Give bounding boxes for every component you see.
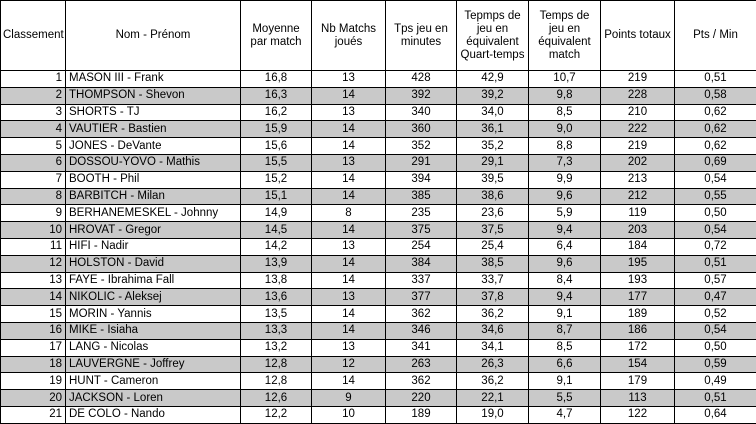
cell-avg: 14,5 (241, 222, 312, 239)
cell-name: LAUVERGNE - Joffrey (66, 356, 241, 373)
cell-quarters: 34,1 (457, 339, 529, 356)
header-quarters: Tepmps de jeu en équivalent Quart-temps (457, 1, 529, 71)
cell-minutes: 263 (386, 356, 457, 373)
cell-minutes: 394 (386, 171, 457, 188)
cell-games: 14 (312, 222, 386, 239)
cell-games: 14 (312, 322, 386, 339)
cell-points: 119 (601, 205, 675, 222)
cell-points: 222 (601, 121, 675, 138)
cell-points: 228 (601, 87, 675, 104)
cell-points: 179 (601, 373, 675, 390)
cell-match-eq: 8,7 (529, 322, 601, 339)
header-name: Nom - Prénom (66, 1, 241, 71)
cell-minutes: 291 (386, 154, 457, 171)
cell-match-eq: 9,8 (529, 87, 601, 104)
cell-games: 14 (312, 255, 386, 272)
cell-match-eq: 9,6 (529, 188, 601, 205)
cell-avg: 13,2 (241, 339, 312, 356)
header-games: Nb Matchs joués (312, 1, 386, 71)
cell-name: VAUTIER - Bastien (66, 121, 241, 138)
cell-points: 172 (601, 339, 675, 356)
table-row (1, 121, 756, 138)
cell-games: 14 (312, 138, 386, 155)
cell-points: 186 (601, 322, 675, 339)
cell-name: LANG - Nicolas (66, 339, 241, 356)
cell-name: JACKSON - Loren (66, 390, 241, 407)
cell-points: 113 (601, 390, 675, 407)
cell-avg: 16,8 (241, 71, 312, 88)
cell-quarters: 37,8 (457, 289, 529, 306)
cell-quarters: 36,2 (457, 373, 529, 390)
cell-games: 14 (312, 306, 386, 323)
cell-quarters: 39,2 (457, 87, 529, 104)
cell-avg: 13,5 (241, 306, 312, 323)
table-row (1, 188, 756, 205)
cell-ppm: 0,50 (675, 339, 756, 356)
cell-match-eq: 9,9 (529, 171, 601, 188)
cell-ppm: 0,54 (675, 322, 756, 339)
cell-games: 12 (312, 356, 386, 373)
cell-ppm: 0,52 (675, 306, 756, 323)
cell-ppm: 0,54 (675, 171, 756, 188)
cell-quarters: 38,6 (457, 188, 529, 205)
cell-ppm: 0,64 (675, 406, 756, 423)
cell-rank: 19 (1, 373, 66, 390)
cell-points: 210 (601, 104, 675, 121)
cell-minutes: 189 (386, 406, 457, 423)
cell-match-eq: 9,6 (529, 255, 601, 272)
cell-avg: 12,2 (241, 406, 312, 423)
cell-points: 213 (601, 171, 675, 188)
cell-avg: 12,8 (241, 373, 312, 390)
cell-points: 177 (601, 289, 675, 306)
cell-avg: 13,8 (241, 272, 312, 289)
cell-match-eq: 4,7 (529, 406, 601, 423)
cell-ppm: 0,57 (675, 272, 756, 289)
cell-minutes: 362 (386, 373, 457, 390)
table-row (1, 171, 756, 188)
cell-minutes: 346 (386, 322, 457, 339)
cell-rank: 20 (1, 390, 66, 407)
cell-rank: 13 (1, 272, 66, 289)
cell-quarters: 37,5 (457, 222, 529, 239)
cell-name: MORIN - Yannis (66, 306, 241, 323)
cell-games: 14 (312, 373, 386, 390)
table-row (1, 339, 756, 356)
cell-ppm: 0,51 (675, 255, 756, 272)
table-body (1, 71, 756, 424)
cell-points: 195 (601, 255, 675, 272)
header-match-eq: Temps de jeu en équivalent match (529, 1, 601, 71)
table-row (1, 238, 756, 255)
cell-match-eq: 7,3 (529, 154, 601, 171)
cell-points: 212 (601, 188, 675, 205)
cell-games: 14 (312, 171, 386, 188)
cell-games: 13 (312, 238, 386, 255)
cell-name: DOSSOU-YOVO - Mathis (66, 154, 241, 171)
cell-points: 184 (601, 238, 675, 255)
cell-avg: 16,2 (241, 104, 312, 121)
cell-quarters: 39,5 (457, 171, 529, 188)
table-row (1, 71, 756, 88)
cell-minutes: 375 (386, 222, 457, 239)
cell-match-eq: 6,6 (529, 356, 601, 373)
cell-name: MASON III - Frank (66, 71, 241, 88)
cell-minutes: 352 (386, 138, 457, 155)
cell-name: BARBITCH - Milan (66, 188, 241, 205)
cell-match-eq: 8,8 (529, 138, 601, 155)
cell-quarters: 29,1 (457, 154, 529, 171)
cell-quarters: 35,2 (457, 138, 529, 155)
cell-name: BERHANEMESKEL - Johnny (66, 205, 241, 222)
cell-ppm: 0,69 (675, 154, 756, 171)
cell-rank: 4 (1, 121, 66, 138)
cell-rank: 14 (1, 289, 66, 306)
cell-points: 202 (601, 154, 675, 171)
cell-minutes: 392 (386, 87, 457, 104)
cell-minutes: 385 (386, 188, 457, 205)
cell-match-eq: 10,7 (529, 71, 601, 88)
table-row (1, 356, 756, 373)
cell-rank: 18 (1, 356, 66, 373)
cell-minutes: 337 (386, 272, 457, 289)
table-row (1, 87, 756, 104)
cell-quarters: 23,6 (457, 205, 529, 222)
cell-match-eq: 6,4 (529, 238, 601, 255)
cell-name: DE COLO - Nando (66, 406, 241, 423)
header-minutes: Tps jeu en minutes (386, 1, 457, 71)
cell-rank: 21 (1, 406, 66, 423)
cell-match-eq: 9,1 (529, 373, 601, 390)
cell-points: 203 (601, 222, 675, 239)
cell-name: NIKOLIC - Aleksej (66, 289, 241, 306)
cell-quarters: 34,0 (457, 104, 529, 121)
cell-minutes: 340 (386, 104, 457, 121)
cell-ppm: 0,49 (675, 373, 756, 390)
cell-quarters: 36,1 (457, 121, 529, 138)
cell-quarters: 42,9 (457, 71, 529, 88)
cell-rank: 12 (1, 255, 66, 272)
cell-match-eq: 9,4 (529, 222, 601, 239)
cell-minutes: 428 (386, 71, 457, 88)
cell-name: SHORTS - TJ (66, 104, 241, 121)
cell-rank: 7 (1, 171, 66, 188)
cell-points: 189 (601, 306, 675, 323)
cell-minutes: 384 (386, 255, 457, 272)
cell-avg: 16,3 (241, 87, 312, 104)
cell-minutes: 360 (386, 121, 457, 138)
cell-rank: 10 (1, 222, 66, 239)
cell-ppm: 0,62 (675, 121, 756, 138)
cell-ppm: 0,72 (675, 238, 756, 255)
cell-games: 14 (312, 87, 386, 104)
cell-match-eq: 5,9 (529, 205, 601, 222)
cell-points: 122 (601, 406, 675, 423)
table-row (1, 406, 756, 423)
cell-minutes: 220 (386, 390, 457, 407)
cell-ppm: 0,51 (675, 71, 756, 88)
cell-games: 14 (312, 121, 386, 138)
cell-rank: 6 (1, 154, 66, 171)
cell-match-eq: 8,5 (529, 339, 601, 356)
cell-quarters: 38,5 (457, 255, 529, 272)
table-row (1, 138, 756, 155)
cell-match-eq: 8,4 (529, 272, 601, 289)
cell-ppm: 0,54 (675, 222, 756, 239)
cell-points: 219 (601, 71, 675, 88)
cell-points: 193 (601, 272, 675, 289)
cell-quarters: 36,2 (457, 306, 529, 323)
cell-ppm: 0,59 (675, 356, 756, 373)
cell-minutes: 341 (386, 339, 457, 356)
table-row (1, 306, 756, 323)
cell-match-eq: 9,1 (529, 306, 601, 323)
cell-match-eq: 9,4 (529, 289, 601, 306)
cell-rank: 17 (1, 339, 66, 356)
cell-rank: 3 (1, 104, 66, 121)
cell-ppm: 0,55 (675, 188, 756, 205)
cell-match-eq: 8,5 (529, 104, 601, 121)
table-row (1, 390, 756, 407)
cell-quarters: 25,4 (457, 238, 529, 255)
cell-avg: 14,2 (241, 238, 312, 255)
cell-games: 13 (312, 71, 386, 88)
cell-games: 10 (312, 406, 386, 423)
cell-points: 219 (601, 138, 675, 155)
header-rank: Classement (1, 1, 66, 71)
cell-minutes: 254 (386, 238, 457, 255)
cell-quarters: 19,0 (457, 406, 529, 423)
cell-games: 13 (312, 289, 386, 306)
cell-name: HOLSTON - David (66, 255, 241, 272)
cell-rank: 1 (1, 71, 66, 88)
cell-match-eq: 9,0 (529, 121, 601, 138)
header-avg: Moyenne par match (241, 1, 312, 71)
cell-avg: 15,2 (241, 171, 312, 188)
cell-points: 154 (601, 356, 675, 373)
cell-avg: 14,9 (241, 205, 312, 222)
cell-minutes: 362 (386, 306, 457, 323)
cell-ppm: 0,47 (675, 289, 756, 306)
cell-games: 13 (312, 339, 386, 356)
cell-games: 13 (312, 154, 386, 171)
cell-rank: 11 (1, 238, 66, 255)
cell-avg: 15,5 (241, 154, 312, 171)
table-row (1, 205, 756, 222)
table-row (1, 373, 756, 390)
cell-avg: 15,1 (241, 188, 312, 205)
cell-ppm: 0,58 (675, 87, 756, 104)
cell-avg: 15,9 (241, 121, 312, 138)
cell-name: HROVAT - Gregor (66, 222, 241, 239)
cell-games: 8 (312, 205, 386, 222)
cell-name: FAYE - Ibrahima Fall (66, 272, 241, 289)
cell-ppm: 0,62 (675, 104, 756, 121)
cell-rank: 8 (1, 188, 66, 205)
cell-minutes: 377 (386, 289, 457, 306)
cell-name: HIFI - Nadir (66, 238, 241, 255)
table-row (1, 272, 756, 289)
cell-rank: 9 (1, 205, 66, 222)
cell-name: HUNT - Cameron (66, 373, 241, 390)
cell-avg: 12,6 (241, 390, 312, 407)
header-points: Points totaux (601, 1, 675, 71)
table-row (1, 104, 756, 121)
cell-avg: 15,6 (241, 138, 312, 155)
cell-name: MIKE - Isiaha (66, 322, 241, 339)
cell-name: THOMPSON - Shevon (66, 87, 241, 104)
cell-games: 13 (312, 104, 386, 121)
cell-rank: 15 (1, 306, 66, 323)
cell-rank: 16 (1, 322, 66, 339)
cell-quarters: 34,6 (457, 322, 529, 339)
cell-quarters: 22,1 (457, 390, 529, 407)
cell-avg: 13,3 (241, 322, 312, 339)
cell-games: 9 (312, 390, 386, 407)
cell-ppm: 0,50 (675, 205, 756, 222)
cell-ppm: 0,62 (675, 138, 756, 155)
header-row (1, 1, 756, 71)
cell-rank: 5 (1, 138, 66, 155)
table-row (1, 255, 756, 272)
table-row (1, 154, 756, 171)
cell-rank: 2 (1, 87, 66, 104)
header-ppm: Pts / Min (675, 1, 756, 71)
table-row (1, 322, 756, 339)
cell-ppm: 0,51 (675, 390, 756, 407)
table-row (1, 289, 756, 306)
cell-games: 14 (312, 272, 386, 289)
cell-name: JONES - DeVante (66, 138, 241, 155)
cell-match-eq: 5,5 (529, 390, 601, 407)
cell-quarters: 26,3 (457, 356, 529, 373)
cell-minutes: 235 (386, 205, 457, 222)
cell-avg: 13,9 (241, 255, 312, 272)
cell-avg: 12,8 (241, 356, 312, 373)
cell-quarters: 33,7 (457, 272, 529, 289)
cell-avg: 13,6 (241, 289, 312, 306)
table-row (1, 222, 756, 239)
cell-name: BOOTH - Phil (66, 171, 241, 188)
cell-games: 14 (312, 188, 386, 205)
